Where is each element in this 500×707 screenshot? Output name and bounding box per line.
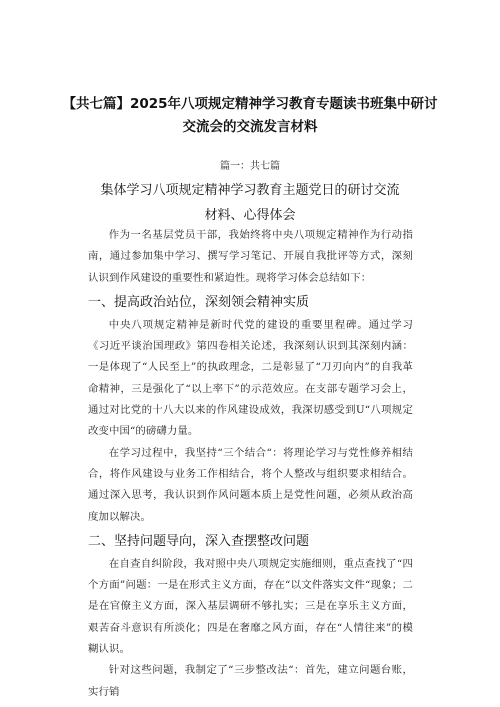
body-paragraph-2: 在学习过程中，我坚持“三个结合“：将理论学习与党性修养相结合，将作风建设与业务工作相结合，将个人整改与组织要求相结合。通过深入思考，我认识到作风问题本质上是党性问题，必须从政治高度加以解决。 [88, 446, 413, 523]
intro-paragraph: 作为一名基层党员干部，我始终将中央八项规定精神作为行动指南，通过参加集中学习、撰写学习笔记、开展自我批评等方式，深刻认识到作风建设的重要性和紧迫性。现将学习体会总结如下： [88, 229, 413, 284]
section-heading-2: 二、坚持问题导向，深入查摆整改问题 [88, 533, 310, 549]
document-title-line2: 交流会的交流发言材料 [182, 119, 318, 135]
section-label: 篇一：共七篇 [220, 161, 280, 172]
article-body [88, 225, 413, 703]
document-title [60, 93, 440, 139]
article-title [60, 178, 440, 228]
body-paragraph-1: 中央八项规定精神是新时代党的建设的重要里程碑。通过学习《习近平谈治国理政》第四卷相关论述，我深刻认识到其深刻内涵：一是体现了“人民至上”的执政理念，二是彰显了“刀刃向内”的自我革命精神，三是强化了“以上率下”的示范效应。在支部专题学习会上，通过对比党的十八大以来的作风建设成效，我深切感受到U“八项规定改变中国“的磅礴力量。 [88, 318, 413, 438]
section-heading-1: 一、提高政治站位，深刻领会精神实质 [88, 294, 310, 310]
body-paragraph-3: 在自查自纠阶段，我对照中央八项规定实施细则，重点查找了“四个方面”问题：一是在形式主义方面，存在“以文件落实文件“现象；二是在官僚主义方面，深入基层调研不够扎实；三是在享乐主义方面，艰苦奋斗意识有所淡化；四是在奢靡之风方面，存在“人情往来”的模糊认识。 [88, 557, 413, 656]
body-paragraph-4: 针对这些问题，我制定了“三步整改法“：首先，建立问题台账，实行销 [88, 664, 413, 698]
article-title-line2: 材料、心得体会 [204, 208, 296, 223]
document-title-line1: 【共七篇】2025年八项规定精神学习教育专题读书班集中研讨 [62, 96, 438, 112]
article-title-line1: 集体学习八项规定精神学习教育主题党日的研讨交流 [100, 183, 400, 198]
